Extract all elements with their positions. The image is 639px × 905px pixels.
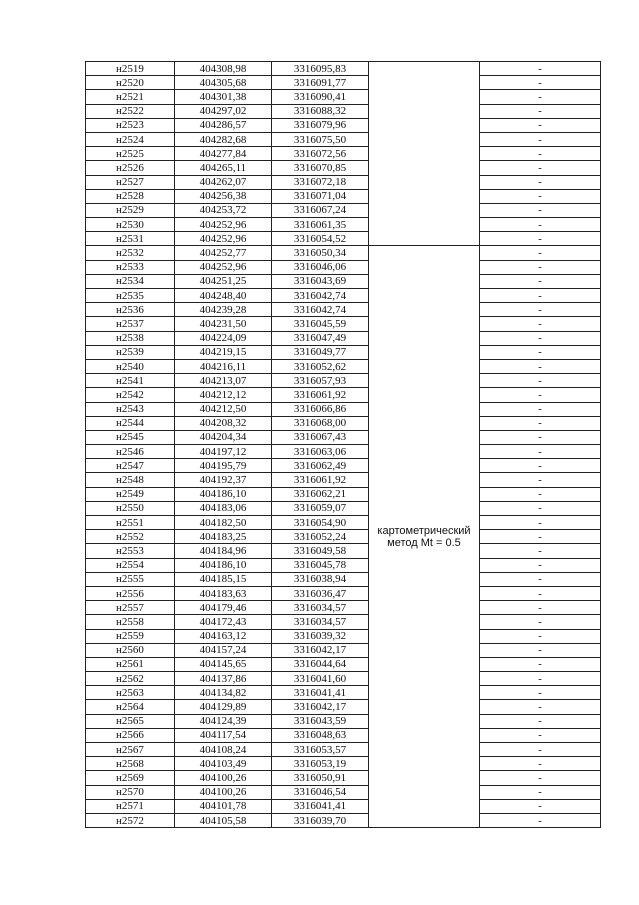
- table-row: [86, 799, 601, 813]
- dash-cell: -: [480, 147, 601, 161]
- dash-cell: -: [480, 473, 601, 487]
- x-coordinate-cell: 404277,84: [175, 147, 272, 161]
- dash-cell: -: [480, 218, 601, 232]
- table-row: [86, 572, 601, 586]
- point-name-cell: н2535: [86, 289, 175, 303]
- point-name-cell: н2523: [86, 118, 175, 132]
- table-row: [86, 416, 601, 430]
- y-coordinate-cell: 3316075,50: [272, 132, 369, 146]
- y-coordinate-cell: 3316052,24: [272, 530, 369, 544]
- table-row: [86, 289, 601, 303]
- table-row: [86, 90, 601, 104]
- y-coordinate-cell: 3316034,57: [272, 601, 369, 615]
- dash-cell: -: [480, 643, 601, 657]
- dash-cell: -: [480, 799, 601, 813]
- point-name-cell: н2536: [86, 303, 175, 317]
- point-name-cell: н2531: [86, 232, 175, 246]
- dash-cell: -: [480, 757, 601, 771]
- dash-cell: -: [480, 743, 601, 757]
- y-coordinate-cell: 3316053,19: [272, 757, 369, 771]
- point-name-cell: н2550: [86, 501, 175, 515]
- x-coordinate-cell: 404185,15: [175, 572, 272, 586]
- dash-cell: -: [480, 586, 601, 600]
- x-coordinate-cell: 404253,72: [175, 203, 272, 217]
- dash-cell: -: [480, 445, 601, 459]
- dash-cell: -: [480, 175, 601, 189]
- x-coordinate-cell: 404124,39: [175, 714, 272, 728]
- dash-cell: -: [480, 62, 601, 76]
- x-coordinate-cell: 404252,77: [175, 246, 272, 260]
- table-row: [86, 558, 601, 572]
- table-row: [86, 203, 601, 217]
- point-name-cell: н2564: [86, 700, 175, 714]
- point-name-cell: н2519: [86, 62, 175, 76]
- x-coordinate-cell: 404182,50: [175, 516, 272, 530]
- point-name-cell: н2539: [86, 345, 175, 359]
- y-coordinate-cell: 3316054,52: [272, 232, 369, 246]
- table-row: [86, 260, 601, 274]
- y-coordinate-cell: 3316042,17: [272, 700, 369, 714]
- dash-cell: -: [480, 813, 601, 827]
- x-coordinate-cell: 404286,57: [175, 118, 272, 132]
- x-coordinate-cell: 404224,09: [175, 331, 272, 345]
- y-coordinate-cell: 3316079,96: [272, 118, 369, 132]
- table-row: [86, 175, 601, 189]
- x-coordinate-cell: 404204,34: [175, 430, 272, 444]
- point-name-cell: н2534: [86, 274, 175, 288]
- y-coordinate-cell: 3316041,41: [272, 799, 369, 813]
- y-coordinate-cell: 3316049,77: [272, 345, 369, 359]
- point-name-cell: н2532: [86, 246, 175, 260]
- point-name-cell: н2565: [86, 714, 175, 728]
- point-name-cell: н2528: [86, 189, 175, 203]
- x-coordinate-cell: 404183,06: [175, 501, 272, 515]
- point-name-cell: н2559: [86, 629, 175, 643]
- x-coordinate-cell: 404100,26: [175, 785, 272, 799]
- point-name-cell: н2560: [86, 643, 175, 657]
- x-coordinate-cell: 404179,46: [175, 601, 272, 615]
- dash-cell: -: [480, 260, 601, 274]
- y-coordinate-cell: 3316062,21: [272, 487, 369, 501]
- dash-cell: -: [480, 345, 601, 359]
- table-row: [86, 445, 601, 459]
- point-name-cell: н2525: [86, 147, 175, 161]
- table-row: [86, 246, 601, 260]
- table-row: [86, 345, 601, 359]
- method-cell: [369, 246, 480, 828]
- dash-cell: -: [480, 572, 601, 586]
- point-name-cell: н2526: [86, 161, 175, 175]
- x-coordinate-cell: 404117,54: [175, 728, 272, 742]
- dash-cell: -: [480, 700, 601, 714]
- point-name-cell: н2538: [86, 331, 175, 345]
- point-name-cell: н2557: [86, 601, 175, 615]
- dash-cell: -: [480, 189, 601, 203]
- coordinates-table-body: [86, 62, 601, 828]
- dash-cell: -: [480, 246, 601, 260]
- table-row: [86, 388, 601, 402]
- dash-cell: -: [480, 728, 601, 742]
- point-name-cell: н2547: [86, 459, 175, 473]
- method-label-line1: картометрический: [377, 524, 471, 537]
- table-row: [86, 672, 601, 686]
- point-name-cell: н2527: [86, 175, 175, 189]
- table-row: [86, 62, 601, 76]
- dash-cell: -: [480, 118, 601, 132]
- x-coordinate-cell: 404239,28: [175, 303, 272, 317]
- y-coordinate-cell: 3316072,18: [272, 175, 369, 189]
- x-coordinate-cell: 404129,89: [175, 700, 272, 714]
- x-coordinate-cell: 404195,79: [175, 459, 272, 473]
- table-row: [86, 586, 601, 600]
- coordinates-table: [85, 61, 601, 828]
- y-coordinate-cell: 3316043,59: [272, 714, 369, 728]
- y-coordinate-cell: 3316042,74: [272, 289, 369, 303]
- x-coordinate-cell: 404231,50: [175, 317, 272, 331]
- table-row: [86, 813, 601, 827]
- x-coordinate-cell: 404216,11: [175, 359, 272, 373]
- y-coordinate-cell: 3316088,32: [272, 104, 369, 118]
- x-coordinate-cell: 404101,78: [175, 799, 272, 813]
- point-name-cell: н2569: [86, 771, 175, 785]
- point-name-cell: н2566: [86, 728, 175, 742]
- x-coordinate-cell: 404301,38: [175, 90, 272, 104]
- x-coordinate-cell: 404252,96: [175, 260, 272, 274]
- y-coordinate-cell: 3316043,69: [272, 274, 369, 288]
- table-row: [86, 76, 601, 90]
- table-row: [86, 147, 601, 161]
- table-row: [86, 303, 601, 317]
- y-coordinate-cell: 3316090,41: [272, 90, 369, 104]
- y-coordinate-cell: 3316070,85: [272, 161, 369, 175]
- y-coordinate-cell: 3316039,32: [272, 629, 369, 643]
- y-coordinate-cell: 3316034,57: [272, 615, 369, 629]
- dash-cell: -: [480, 771, 601, 785]
- x-coordinate-cell: 404186,10: [175, 558, 272, 572]
- point-name-cell: н2554: [86, 558, 175, 572]
- y-coordinate-cell: 3316068,00: [272, 416, 369, 430]
- dash-cell: -: [480, 558, 601, 572]
- x-coordinate-cell: 404197,12: [175, 445, 272, 459]
- dash-cell: -: [480, 317, 601, 331]
- method-label-line2: метод Mt = 0.5: [387, 536, 461, 549]
- x-coordinate-cell: 404252,96: [175, 232, 272, 246]
- table-row: [86, 530, 601, 544]
- dash-cell: -: [480, 303, 601, 317]
- table-row: [86, 459, 601, 473]
- dash-cell: -: [480, 672, 601, 686]
- dash-cell: -: [480, 402, 601, 416]
- x-coordinate-cell: 404212,12: [175, 388, 272, 402]
- dash-cell: -: [480, 132, 601, 146]
- point-name-cell: н2522: [86, 104, 175, 118]
- point-name-cell: н2548: [86, 473, 175, 487]
- point-name-cell: н2521: [86, 90, 175, 104]
- point-name-cell: н2558: [86, 615, 175, 629]
- table-row: [86, 430, 601, 444]
- y-coordinate-cell: 3316095,83: [272, 62, 369, 76]
- x-coordinate-cell: 404103,49: [175, 757, 272, 771]
- y-coordinate-cell: 3316044,64: [272, 657, 369, 671]
- dash-cell: -: [480, 104, 601, 118]
- y-coordinate-cell: 3316057,93: [272, 374, 369, 388]
- point-name-cell: н2543: [86, 402, 175, 416]
- point-name-cell: н2549: [86, 487, 175, 501]
- dash-cell: -: [480, 785, 601, 799]
- dash-cell: -: [480, 487, 601, 501]
- y-coordinate-cell: 3316041,41: [272, 686, 369, 700]
- y-coordinate-cell: 3316049,58: [272, 544, 369, 558]
- y-coordinate-cell: 3316045,78: [272, 558, 369, 572]
- table-row: [86, 317, 601, 331]
- table-row: [86, 232, 601, 246]
- point-name-cell: н2542: [86, 388, 175, 402]
- table-row: [86, 359, 601, 373]
- x-coordinate-cell: 404172,43: [175, 615, 272, 629]
- table-row: [86, 643, 601, 657]
- point-name-cell: н2537: [86, 317, 175, 331]
- x-coordinate-cell: 404305,68: [175, 76, 272, 90]
- y-coordinate-cell: 3316067,43: [272, 430, 369, 444]
- dash-cell: -: [480, 90, 601, 104]
- point-name-cell: н2529: [86, 203, 175, 217]
- dash-cell: -: [480, 501, 601, 515]
- x-coordinate-cell: 404137,86: [175, 672, 272, 686]
- table-row: [86, 615, 601, 629]
- y-coordinate-cell: 3316038,94: [272, 572, 369, 586]
- table-row: [86, 771, 601, 785]
- y-coordinate-cell: 3316047,49: [272, 331, 369, 345]
- table-row: [86, 487, 601, 501]
- x-coordinate-cell: 404157,24: [175, 643, 272, 657]
- point-name-cell: н2541: [86, 374, 175, 388]
- point-name-cell: н2546: [86, 445, 175, 459]
- x-coordinate-cell: 404208,32: [175, 416, 272, 430]
- point-name-cell: н2540: [86, 359, 175, 373]
- table-row: [86, 601, 601, 615]
- x-coordinate-cell: 404308,98: [175, 62, 272, 76]
- y-coordinate-cell: 3316039,70: [272, 813, 369, 827]
- point-name-cell: н2553: [86, 544, 175, 558]
- x-coordinate-cell: 404105,58: [175, 813, 272, 827]
- y-coordinate-cell: 3316062,49: [272, 459, 369, 473]
- table-row: [86, 544, 601, 558]
- dash-cell: -: [480, 430, 601, 444]
- table-row: [86, 657, 601, 671]
- x-coordinate-cell: 404248,40: [175, 289, 272, 303]
- table-row: [86, 629, 601, 643]
- table-row: [86, 331, 601, 345]
- x-coordinate-cell: 404252,96: [175, 218, 272, 232]
- x-coordinate-cell: 404262,07: [175, 175, 272, 189]
- dash-cell: -: [480, 714, 601, 728]
- point-name-cell: н2562: [86, 672, 175, 686]
- x-coordinate-cell: 404163,12: [175, 629, 272, 643]
- point-name-cell: н2533: [86, 260, 175, 274]
- y-coordinate-cell: 3316063,06: [272, 445, 369, 459]
- table-row: [86, 757, 601, 771]
- point-name-cell: н2561: [86, 657, 175, 671]
- x-coordinate-cell: 404297,02: [175, 104, 272, 118]
- table-row: [86, 501, 601, 515]
- dash-cell: -: [480, 331, 601, 345]
- table-row: [86, 189, 601, 203]
- table-row: [86, 104, 601, 118]
- table-row: [86, 728, 601, 742]
- x-coordinate-cell: 404256,38: [175, 189, 272, 203]
- table-row: [86, 473, 601, 487]
- y-coordinate-cell: 3316052,62: [272, 359, 369, 373]
- table-row: [86, 516, 601, 530]
- dash-cell: -: [480, 601, 601, 615]
- y-coordinate-cell: 3316050,91: [272, 771, 369, 785]
- point-name-cell: н2568: [86, 757, 175, 771]
- y-coordinate-cell: 3316061,92: [272, 473, 369, 487]
- x-coordinate-cell: 404213,07: [175, 374, 272, 388]
- dash-cell: -: [480, 657, 601, 671]
- y-coordinate-cell: 3316061,92: [272, 388, 369, 402]
- dash-cell: -: [480, 516, 601, 530]
- dash-cell: -: [480, 530, 601, 544]
- x-coordinate-cell: 404265,11: [175, 161, 272, 175]
- point-name-cell: н2567: [86, 743, 175, 757]
- x-coordinate-cell: 404100,26: [175, 771, 272, 785]
- x-coordinate-cell: 404183,63: [175, 586, 272, 600]
- table-row: [86, 218, 601, 232]
- y-coordinate-cell: 3316045,59: [272, 317, 369, 331]
- y-coordinate-cell: 3316042,74: [272, 303, 369, 317]
- y-coordinate-cell: 3316050,34: [272, 246, 369, 260]
- y-coordinate-cell: 3316071,04: [272, 189, 369, 203]
- dash-cell: -: [480, 274, 601, 288]
- dash-cell: -: [480, 161, 601, 175]
- dash-cell: -: [480, 76, 601, 90]
- point-name-cell: н2524: [86, 132, 175, 146]
- point-name-cell: н2545: [86, 430, 175, 444]
- point-name-cell: н2570: [86, 785, 175, 799]
- y-coordinate-cell: 3316046,06: [272, 260, 369, 274]
- dash-cell: -: [480, 232, 601, 246]
- y-coordinate-cell: 3316061,35: [272, 218, 369, 232]
- table-row: [86, 132, 601, 146]
- x-coordinate-cell: 404282,68: [175, 132, 272, 146]
- dash-cell: -: [480, 416, 601, 430]
- x-coordinate-cell: 404108,24: [175, 743, 272, 757]
- y-coordinate-cell: 3316048,63: [272, 728, 369, 742]
- x-coordinate-cell: 404145,65: [175, 657, 272, 671]
- y-coordinate-cell: 3316041,60: [272, 672, 369, 686]
- y-coordinate-cell: 3316091,77: [272, 76, 369, 90]
- table-row: [86, 118, 601, 132]
- table-row: [86, 785, 601, 799]
- point-name-cell: н2563: [86, 686, 175, 700]
- method-cell-empty: [369, 62, 480, 246]
- point-name-cell: н2552: [86, 530, 175, 544]
- point-name-cell: н2544: [86, 416, 175, 430]
- y-coordinate-cell: 3316072,56: [272, 147, 369, 161]
- dash-cell: -: [480, 289, 601, 303]
- dash-cell: -: [480, 459, 601, 473]
- dash-cell: -: [480, 544, 601, 558]
- point-name-cell: н2571: [86, 799, 175, 813]
- point-name-cell: н2530: [86, 218, 175, 232]
- point-name-cell: н2556: [86, 586, 175, 600]
- dash-cell: -: [480, 374, 601, 388]
- table-row: [86, 374, 601, 388]
- y-coordinate-cell: 3316046,54: [272, 785, 369, 799]
- x-coordinate-cell: 404183,25: [175, 530, 272, 544]
- table-row: [86, 402, 601, 416]
- y-coordinate-cell: 3316036,47: [272, 586, 369, 600]
- table-row: [86, 714, 601, 728]
- x-coordinate-cell: 404212,50: [175, 402, 272, 416]
- table-row: [86, 161, 601, 175]
- y-coordinate-cell: 3316067,24: [272, 203, 369, 217]
- point-name-cell: н2555: [86, 572, 175, 586]
- dash-cell: -: [480, 615, 601, 629]
- table-row: [86, 686, 601, 700]
- dash-cell: -: [480, 629, 601, 643]
- table-row: [86, 700, 601, 714]
- x-coordinate-cell: 404219,15: [175, 345, 272, 359]
- dash-cell: -: [480, 388, 601, 402]
- point-name-cell: н2551: [86, 516, 175, 530]
- y-coordinate-cell: 3316066,86: [272, 402, 369, 416]
- table-row: [86, 743, 601, 757]
- x-coordinate-cell: 404251,25: [175, 274, 272, 288]
- x-coordinate-cell: 404186,10: [175, 487, 272, 501]
- x-coordinate-cell: 404134,82: [175, 686, 272, 700]
- point-name-cell: н2572: [86, 813, 175, 827]
- x-coordinate-cell: 404192,37: [175, 473, 272, 487]
- dash-cell: -: [480, 203, 601, 217]
- y-coordinate-cell: 3316054,90: [272, 516, 369, 530]
- dash-cell: -: [480, 686, 601, 700]
- y-coordinate-cell: 3316042,17: [272, 643, 369, 657]
- y-coordinate-cell: 3316059,07: [272, 501, 369, 515]
- x-coordinate-cell: 404184,96: [175, 544, 272, 558]
- point-name-cell: н2520: [86, 76, 175, 90]
- dash-cell: -: [480, 359, 601, 373]
- y-coordinate-cell: 3316053,57: [272, 743, 369, 757]
- table-row: [86, 274, 601, 288]
